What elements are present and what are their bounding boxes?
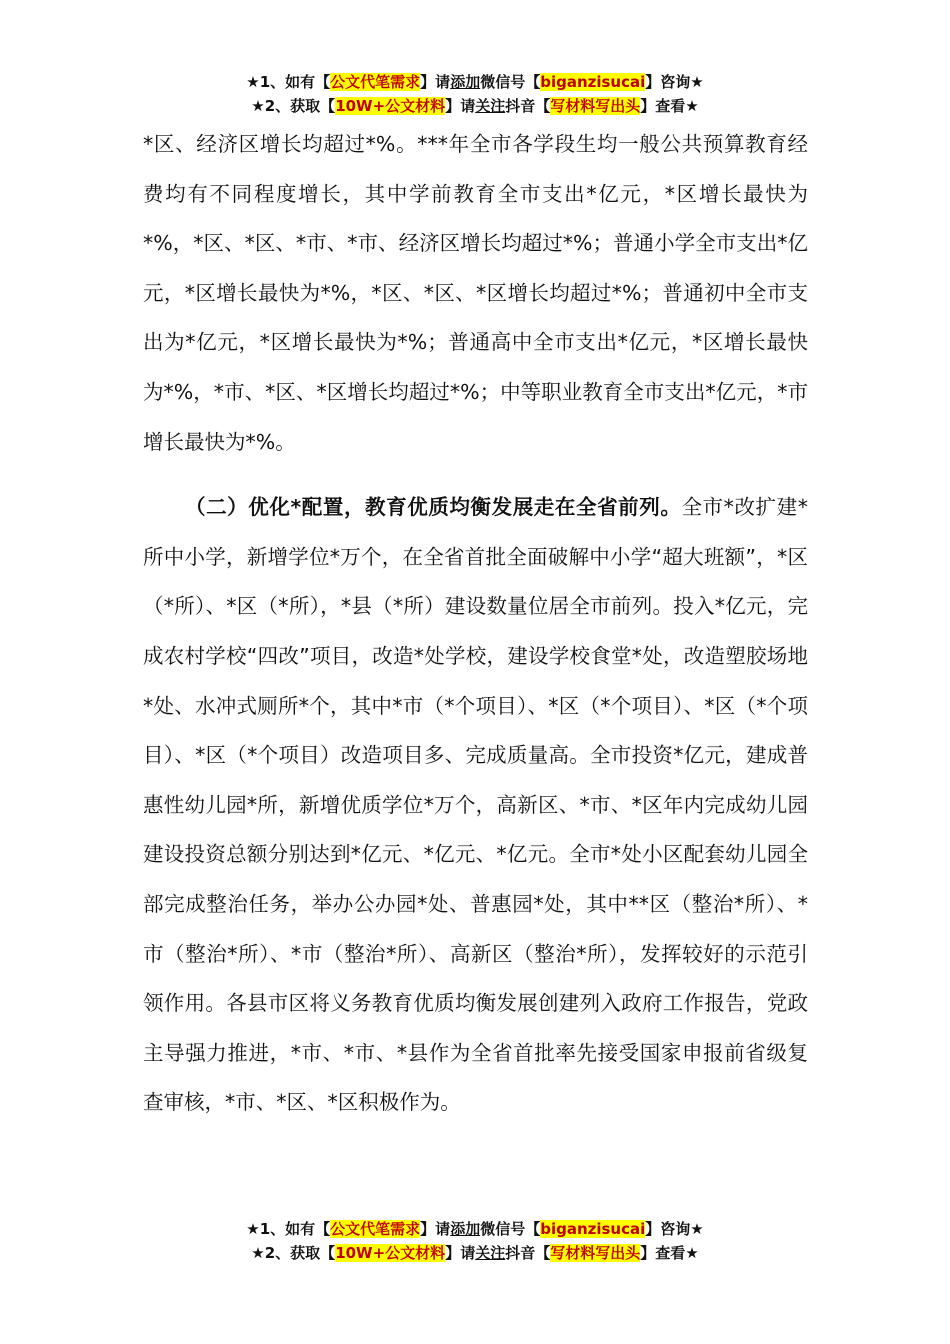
highlight-text: 写材料写出头 (550, 97, 641, 115)
paragraph (143, 483, 808, 1128)
highlight-text: biganzisucai (540, 1220, 646, 1238)
underlined-text: 添加 (450, 73, 481, 91)
banner-text: 】咨询★ (645, 73, 704, 91)
underlined-text: 关注 (475, 1244, 506, 1262)
footer-banner (0, 1217, 950, 1265)
banner-text: 微信号【 (480, 73, 541, 91)
banner-text: 】查看★ (640, 97, 699, 115)
banner-text: 】请 (445, 1244, 476, 1262)
banner-text: ★1、如有【 (246, 73, 331, 91)
banner-text: 】咨询★ (645, 1220, 704, 1238)
banner-line-1 (0, 70, 950, 94)
banner-text: 】查看★ (640, 1244, 699, 1262)
document-body (143, 120, 808, 1128)
banner-text: 抖音【 (505, 1244, 551, 1262)
highlight-text: 公文代笔需求 (330, 1220, 421, 1238)
banner-text: 微信号【 (480, 1220, 541, 1238)
paragraph: *区、经济区增长均超过*%。***年全市各学段生均一般公共预算教育经费均有不同程度增长，其中学前教育全市支出*亿元，*区增长最快为*%，*区、*区、*市、*市、经济区增长均超过*%；普通小学全市支出*亿元，*区增长最快为*%，*区、*区、*区增长均超过*%；普通初中全市支出为*亿元，*区增长最快为*%；普通高中全市支出*亿元，*区增长最快为*%，*市、*区、*区增长均超过*%；中等职业教育全市支出*亿元，*市增长最快为*%。 (143, 132, 808, 454)
banner-text: 抖音【 (505, 97, 551, 115)
banner-line-1 (0, 1217, 950, 1241)
banner-line-2 (0, 94, 950, 118)
highlight-text: 10W+公文材料 (335, 97, 446, 115)
section-heading: （二）优化*配置，教育优质均衡发展走在全省前列。 (185, 495, 682, 520)
highlight-text: 写材料写出头 (550, 1244, 641, 1262)
banner-text: ★2、获取【 (251, 97, 336, 115)
header-banner (0, 70, 950, 118)
banner-line-2 (0, 1241, 950, 1265)
banner-text: 】请 (420, 73, 451, 91)
banner-text: ★1、如有【 (246, 1220, 331, 1238)
banner-text: 】请 (445, 97, 476, 115)
highlight-text: biganzisucai (540, 73, 646, 91)
highlight-text: 10W+公文材料 (335, 1244, 446, 1262)
underlined-text: 添加 (450, 1220, 481, 1238)
underlined-text: 关注 (475, 97, 506, 115)
paragraph-text: 全市*改扩建*所中小学，新增学位*万个，在全省首批全面破解中小学“超大班额”，*区（*所）、*区（*所），*县（*所）建设数量位居全市前列。投入*亿元，完成农村学校“四改”项目，改造*处学校，建设学校食堂*处，改造塑胶场地*处、水冲式厕所*个，其中*市（*个项目）、*区（*个项目）、*区（*个项目）、*区（*个项目）改造项目多、完成质量高。全市投资*亿元，建成普惠性幼儿园*所，新增优质学位*万个，高新区、*市、*区年内完成幼儿园建设投资总额分别达到*亿元、*亿元、*亿元。全市*处小区配套幼儿园全部完成整治任务，举办公办园*处、普惠园*处，其中**区（整治*所）、*市（整治*所）、*市（整治*所）、高新区（整治*所），发挥较好的示范引领作用。各县市区将义务教育优质均衡发展创建列入政府工作报告，党政主导强力推进，*市、*市、*县作为全省首批率先接受国家申报前省级复查审核，*市、*区、*区积极作为。 (143, 495, 808, 1115)
highlight-text: 公文代笔需求 (330, 73, 421, 91)
banner-text: 】请 (420, 1220, 451, 1238)
banner-text: ★2、获取【 (251, 1244, 336, 1262)
